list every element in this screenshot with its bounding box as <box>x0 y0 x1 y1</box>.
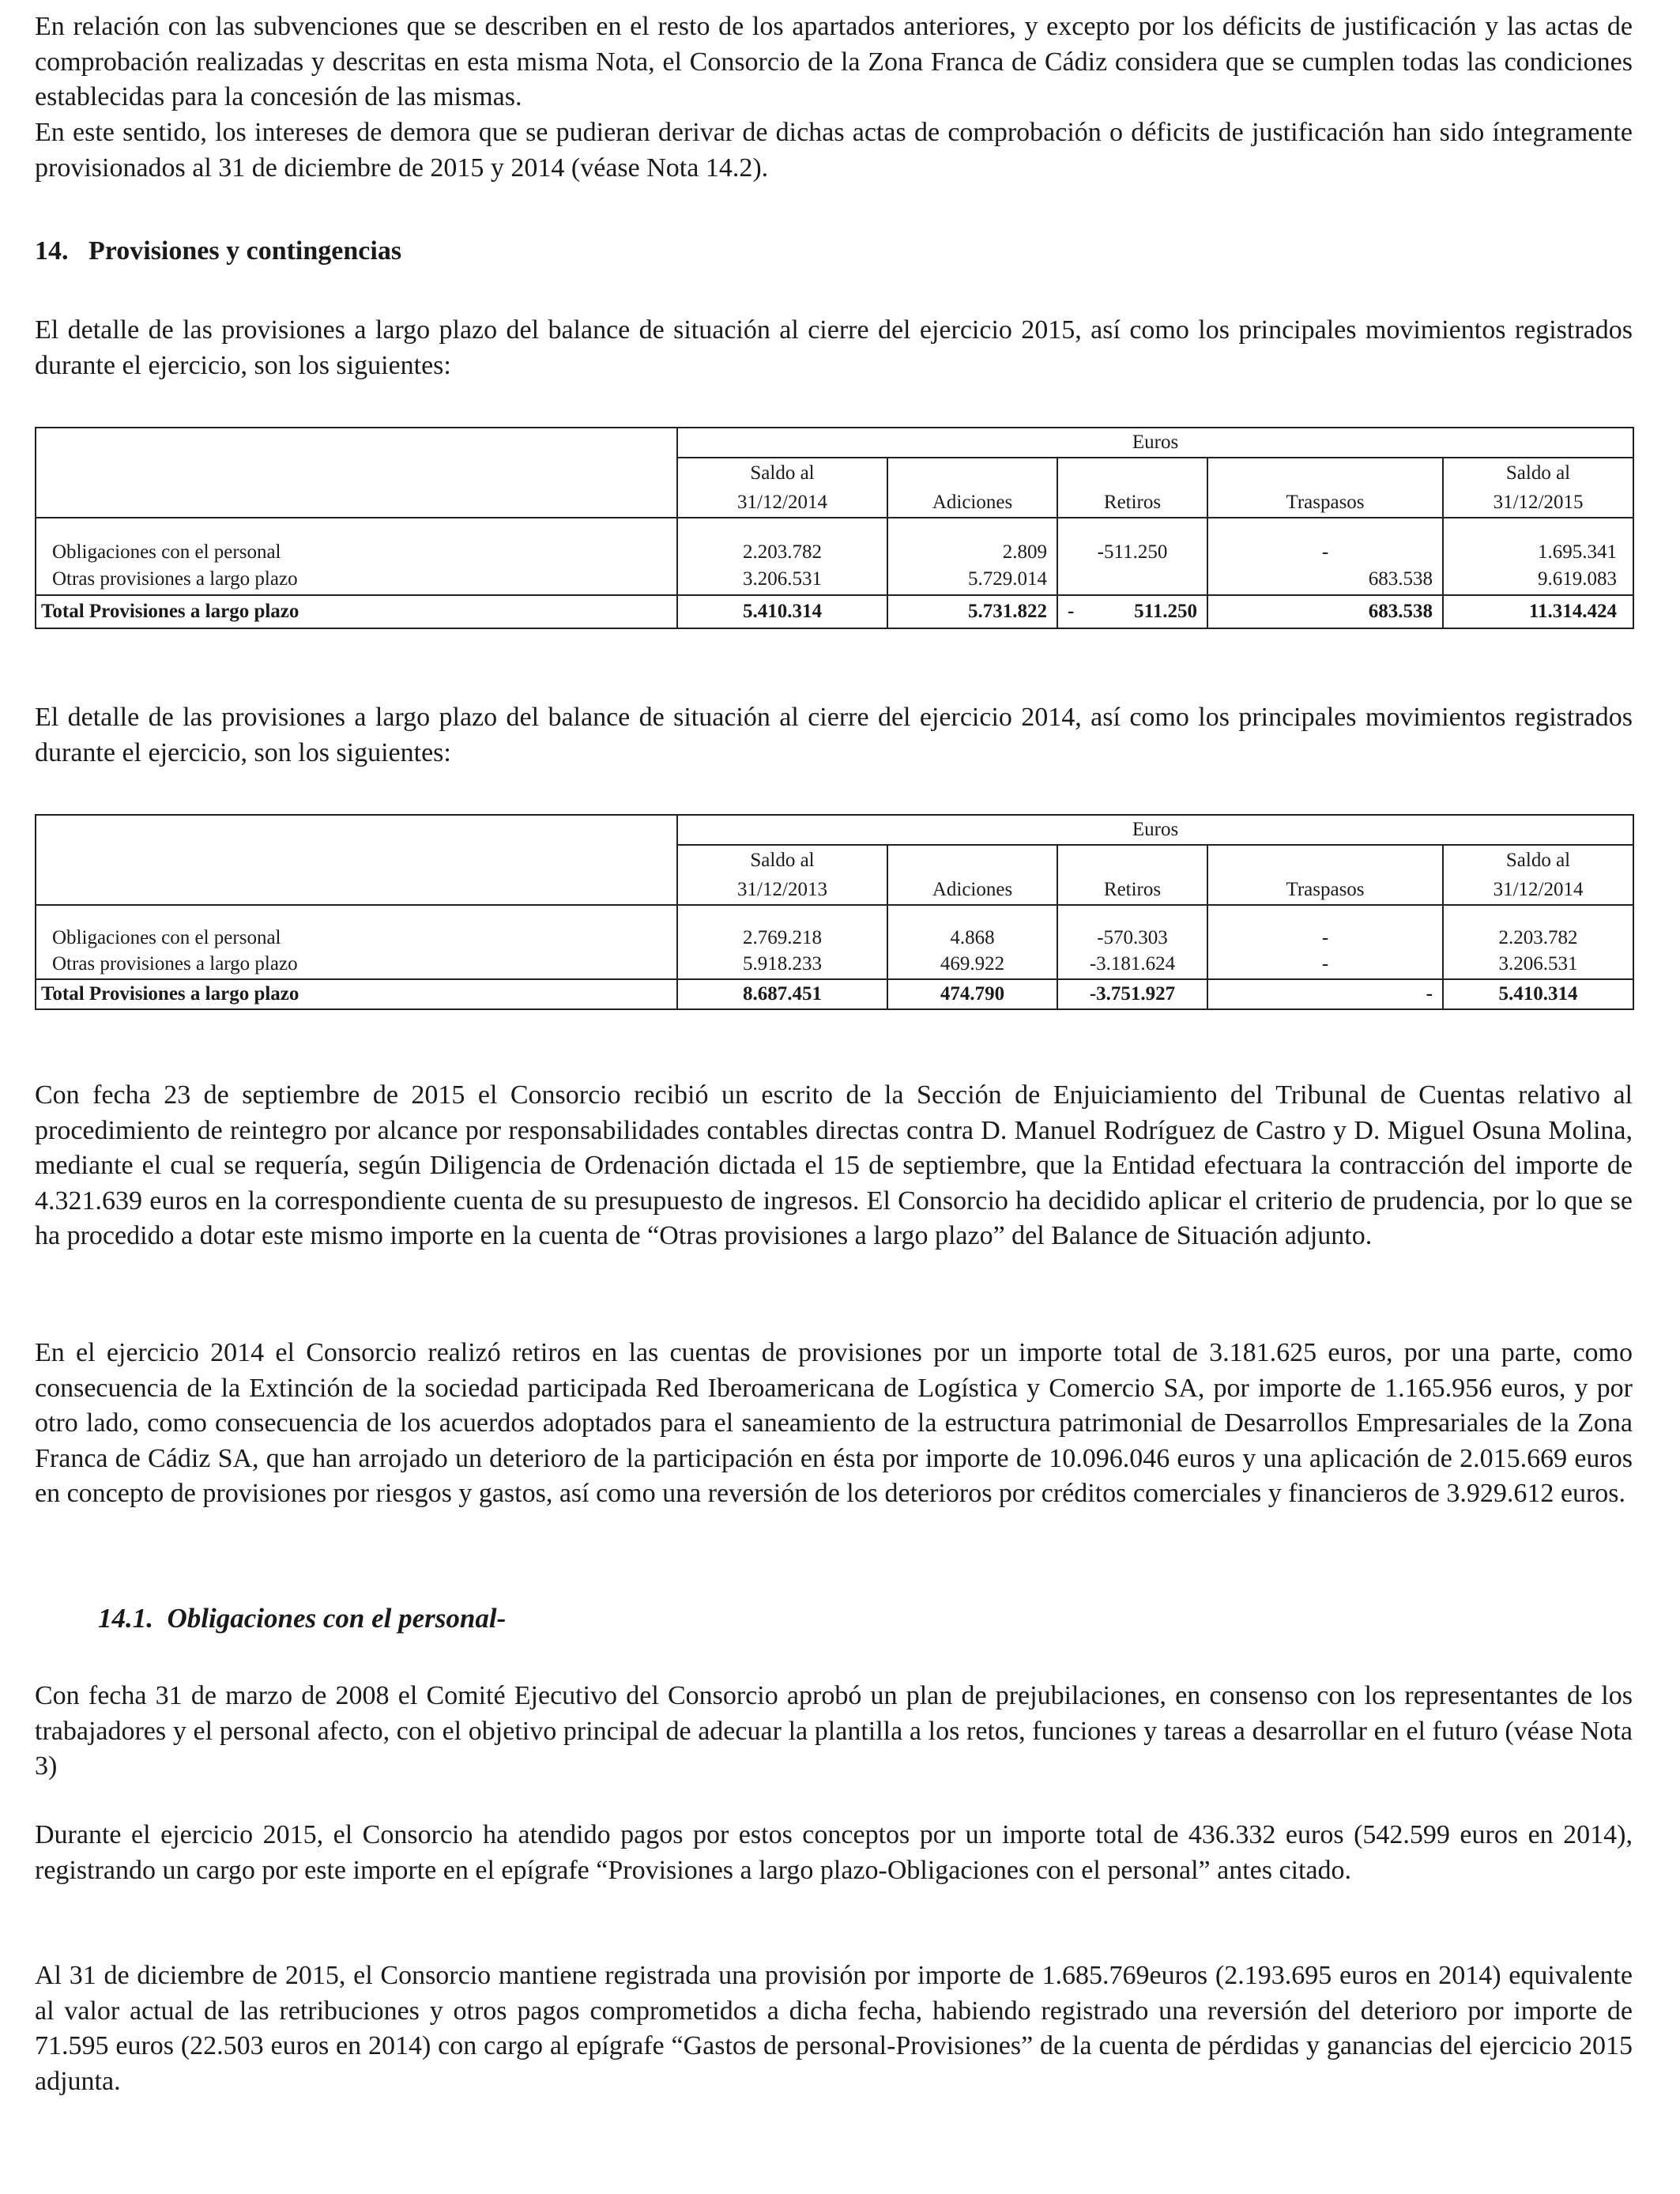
table-cell: 5.918.233 <box>677 949 887 979</box>
header-adiciones: Adiciones <box>887 488 1057 518</box>
header-retiros-line1 <box>1057 458 1207 488</box>
subsection-title: 14.1. Obligaciones con el personal- <box>98 1603 507 1634</box>
table-cell: 1.695.341 <box>1443 518 1633 564</box>
row-label: Otras provisiones a largo plazo <box>36 949 677 979</box>
row-label: Otras provisiones a largo plazo <box>36 564 677 595</box>
total-cell: -3.751.927 <box>1057 979 1207 1009</box>
paragraph-detail-2014: El detalle de las provisiones a largo plazo del balance de situación al cierre del ejercicio 2014, así como los principales movimientos registrados durante el ejercicio, son los siguientes: <box>35 703 1633 767</box>
table-header-blank <box>36 428 677 518</box>
table-cell: 9.619.083 <box>1443 564 1633 595</box>
header-euros: Euros <box>677 815 1633 845</box>
paragraph-provision-2015: Al 31 de diciembre de 2015, el Consorcio mantiene registrada una provisión por importe de 1.685.769euros (2.193.695 euros en 2014) equivalente al valor actual de las retribuciones y otros pagos comprometidos a dicha fecha, habiendo registrado una reversión del deterioro por importe de 71.595 euros (22.503 euros en 2014) con cargo al epígrafe “Gastos de personal-Provisiones” de la cuenta de pérdidas y ganancias del ejercicio 2015 adjunta. <box>35 1961 1633 2096</box>
header-saldo-fin-date: 31/12/2014 <box>1443 875 1633 905</box>
total-cell: - <box>1207 979 1443 1009</box>
table-cell: 683.538 <box>1207 564 1443 595</box>
header-saldo-inicio-date: 31/12/2014 <box>677 488 887 518</box>
total-cell-retiros <box>1057 595 1207 628</box>
total-cell: 683.538 <box>1207 595 1443 628</box>
header-saldo-inicio-date: 31/12/2013 <box>677 875 887 905</box>
table-cell: - <box>1207 949 1443 979</box>
table-cell: 3.206.531 <box>1443 949 1633 979</box>
paragraph-pagos: Durante el ejercicio 2015, el Consorcio ha atendido pagos por estos conceptos por un importe total de 436.332 euros (542.599 euros en 2014), registrando un cargo por este importe en el epígrafe “Provisiones a largo plazo-Obligaciones con el personal” antes citado. <box>35 1820 1633 1885</box>
total-row-label: Total Provisiones a largo plazo <box>36 595 677 628</box>
header-traspasos: Traspasos <box>1207 875 1443 905</box>
total-retiros-sign: - <box>1068 601 1075 622</box>
header-saldo-inicio-line1: Saldo al <box>677 845 887 875</box>
header-euros: Euros <box>677 428 1633 458</box>
header-adiciones-line1 <box>887 845 1057 875</box>
header-adiciones-line1 <box>887 458 1057 488</box>
table-header-blank <box>36 815 677 905</box>
total-cell: 5.410.314 <box>1443 979 1633 1009</box>
section-title: 14. Provisiones y contingencias <box>35 236 402 266</box>
paragraph-retiros-2014: En el ejercicio 2014 el Consorcio realizó retiros en las cuentas de provisiones por un importe total de 3.181.625 euros, por una parte, como consecuencia de la Extinción de la sociedad participada Red Iberoamericana de Logística y Comercio SA, por importe de 1.165.956 euros, y por otro lado, como consecuencia de los acuerdos adoptados para el saneamiento de la estructura patrimonial de Desarrollos Empresariales de la Zona Franca de Cádiz SA, que han arrojado un deterioro de la participación en ésta por importe de 10.096.046 euros y una aplicación de 2.015.669 euros en concepto de provisiones por riesgos y gastos, así como una reversión de los deterioros por créditos comerciales y financieros de 3.929.612 euros. <box>35 1338 1633 1508</box>
header-traspasos-line1 <box>1207 458 1443 488</box>
header-saldo-fin-line1: Saldo al <box>1443 845 1633 875</box>
table-cell: -3.181.624 <box>1057 949 1207 979</box>
table-cell: 2.203.782 <box>677 518 887 564</box>
header-retiros-line1 <box>1057 845 1207 875</box>
header-traspasos-line1 <box>1207 845 1443 875</box>
row-label: Obligaciones con el personal <box>36 518 677 564</box>
table-cell: 2.769.218 <box>677 905 887 949</box>
header-retiros: Retiros <box>1057 488 1207 518</box>
table-cell: 2.809 <box>887 518 1057 564</box>
table-cell: -570.303 <box>1057 905 1207 949</box>
header-saldo-fin-date: 31/12/2015 <box>1443 488 1633 518</box>
header-retiros: Retiros <box>1057 875 1207 905</box>
header-adiciones: Adiciones <box>887 875 1057 905</box>
total-cell: 5.731.822 <box>887 595 1057 628</box>
table-cell: -511.250 <box>1057 518 1207 564</box>
table-cell: 5.729.014 <box>887 564 1057 595</box>
total-cell: 5.410.314 <box>677 595 887 628</box>
provisions-table-2015 <box>35 427 1634 629</box>
table-cell: 4.868 <box>887 905 1057 949</box>
table-cell: - <box>1207 905 1443 949</box>
table-cell: 469.922 <box>887 949 1057 979</box>
total-cell: 474.790 <box>887 979 1057 1009</box>
header-saldo-fin-line1: Saldo al <box>1443 458 1633 488</box>
paragraph-detail-2015: El detalle de las provisiones a largo plazo del balance de situación al cierre del ejercicio 2015, así como los principales movimientos registrados durante el ejercicio, son los siguientes: <box>35 315 1633 380</box>
intro-paragraph-2: En este sentido, los intereses de demora que se pudieran derivar de dichas actas de comprobación o déficits de justificación han sido íntegramente provisionados al 31 de diciembre de 2015 y 2014 (véase Nota 14.2). <box>35 118 1633 183</box>
row-label: Obligaciones con el personal <box>36 905 677 949</box>
header-traspasos: Traspasos <box>1207 488 1443 518</box>
total-retiros-value: 511.250 <box>1134 601 1197 622</box>
total-cell: 8.687.451 <box>677 979 887 1009</box>
table-cell: 2.203.782 <box>1443 905 1633 949</box>
header-saldo-inicio-line1: Saldo al <box>677 458 887 488</box>
paragraph-plan-prejubilaciones: Con fecha 31 de marzo de 2008 el Comité Ejecutivo del Consorcio aprobó un plan de prejubilaciones, en consenso con los representantes de los trabajadores y el personal afecto, con el objetivo principal de adecuar la plantilla a los retos, funciones y tareas a desarrollar en el futuro (véase Nota 3) <box>35 1681 1633 1781</box>
paragraph-tribunal-cuentas: Con fecha 23 de septiembre de 2015 el Consorcio recibió un escrito de la Sección de Enjuiciamiento del Tribunal de Cuentas relativo al procedimiento de reintegro por alcance por responsabilidades contables directas contra D. Manuel Rodríguez de Castro y D. Miguel Osuna Molina, mediante el cual se requería, según Diligencia de Ordenación dictada el 15 de septiembre, que la Entidad efectuara la contracción del importe de 4.321.639 euros en la correspondiente cuenta de su presupuesto de ingresos. El Consorcio ha decidido aplicar el criterio de prudencia, por lo que se ha procedido a dotar este mismo importe en la cuenta de “Otras provisiones a largo plazo” del Balance de Situación adjunto. <box>35 1080 1633 1250</box>
total-cell: 11.314.424 <box>1443 595 1633 628</box>
provisions-table-2014 <box>35 814 1634 1010</box>
table-cell <box>1057 564 1207 595</box>
total-row-label: Total Provisiones a largo plazo <box>36 979 677 1009</box>
intro-paragraph-1: En relación con las subvenciones que se describen en el resto de los apartados anteriores, y excepto por los déficits de justificación y las actas de comprobación realizadas y descritas en esta misma Nota, el Consorcio de la Zona Franca de Cádiz considera que se cumplen todas las condiciones establecidas para la concesión de las mismas. <box>35 12 1633 111</box>
table-cell: 3.206.531 <box>677 564 887 595</box>
table-cell: - <box>1207 518 1443 564</box>
